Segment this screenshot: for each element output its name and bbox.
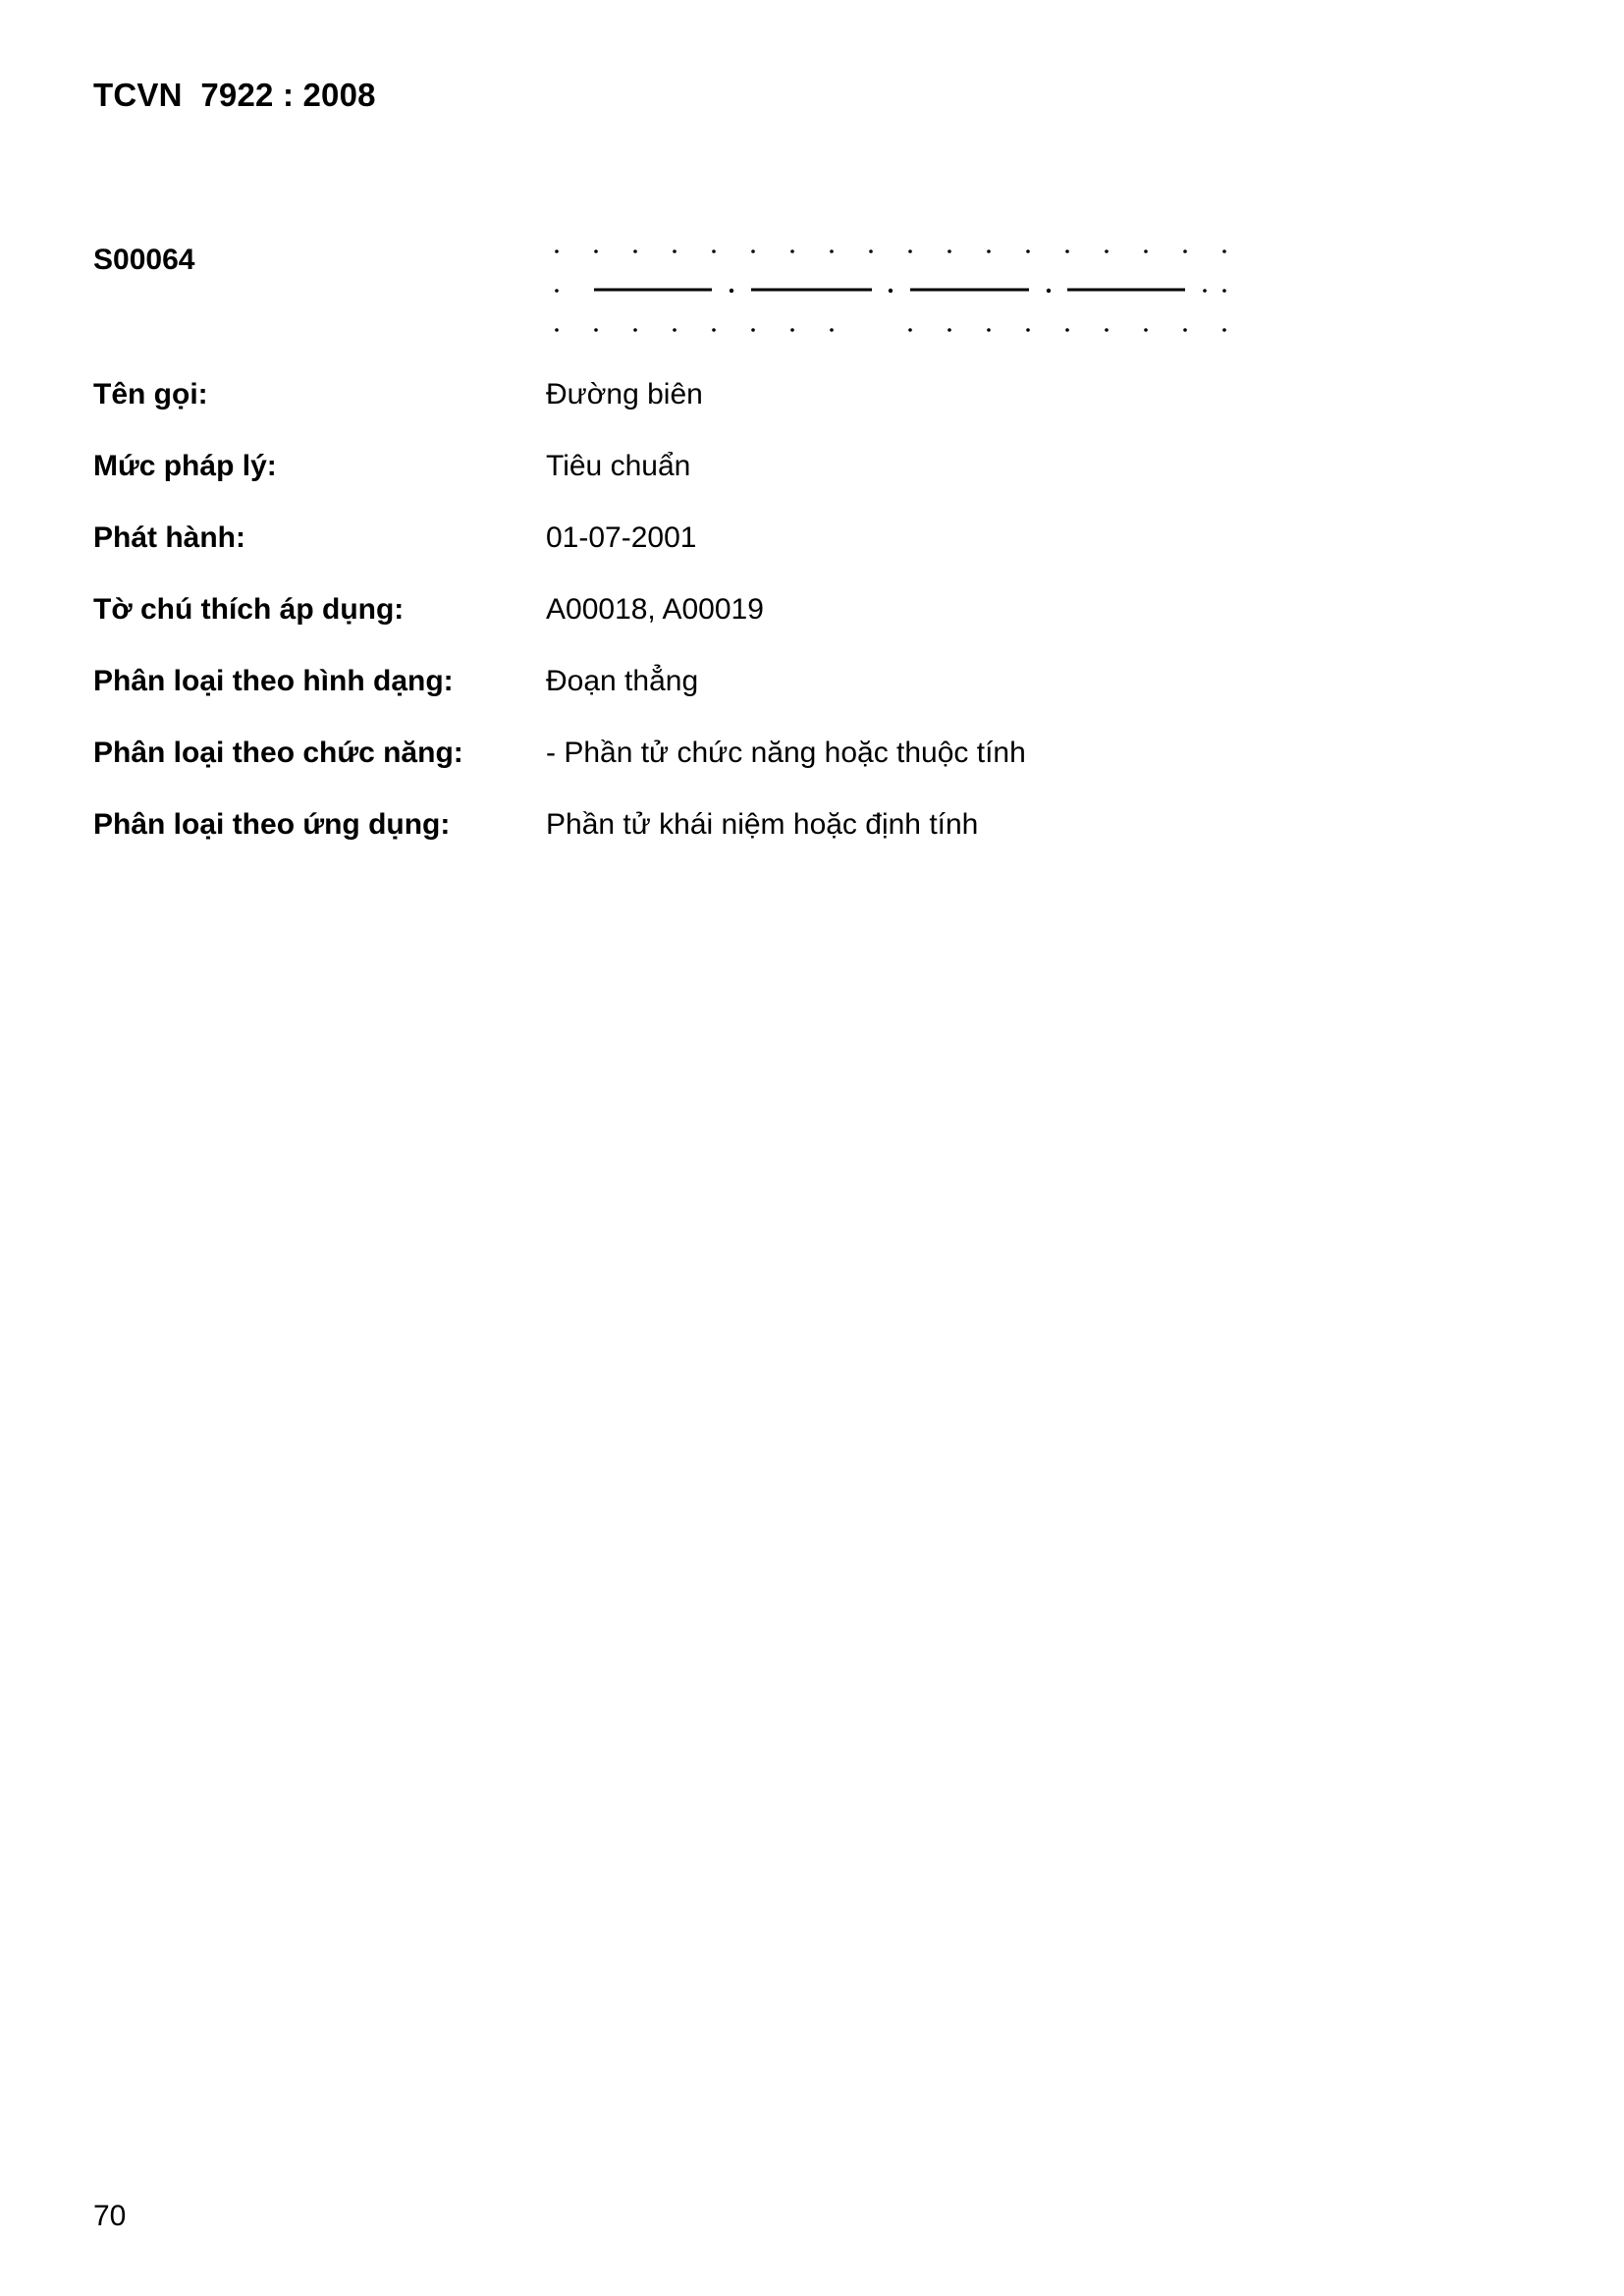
property-label: Phân loại theo hình dạng: — [93, 665, 454, 697]
property-label: Phân loại theo chức năng: — [93, 737, 463, 769]
property-value: Đoạn thẳng — [546, 665, 699, 697]
property-value: Phần tử khái niệm hoặc định tính — [546, 808, 979, 841]
property-label: Mức pháp lý: — [93, 450, 277, 482]
property-label: Tờ chú thích áp dụng: — [93, 593, 405, 626]
property-value: 01-07-2001 — [546, 521, 697, 554]
boundary-line-symbol-icon — [545, 236, 1232, 344]
standard-header: TCVN 7922 : 2008 — [93, 77, 376, 113]
property-value: Đường biên — [546, 378, 703, 410]
page-number: 70 — [93, 2200, 127, 2232]
property-value: Tiêu chuẩn — [546, 450, 691, 482]
property-label: Phân loại theo ứng dụng: — [93, 808, 451, 841]
symbol-code: S00064 — [93, 244, 195, 276]
property-value: A00018, A00019 — [546, 593, 764, 626]
property-value: - Phần tử chức năng hoặc thuộc tính — [546, 737, 1026, 769]
property-label: Phát hành: — [93, 521, 245, 554]
property-label: Tên gọi: — [93, 378, 208, 410]
